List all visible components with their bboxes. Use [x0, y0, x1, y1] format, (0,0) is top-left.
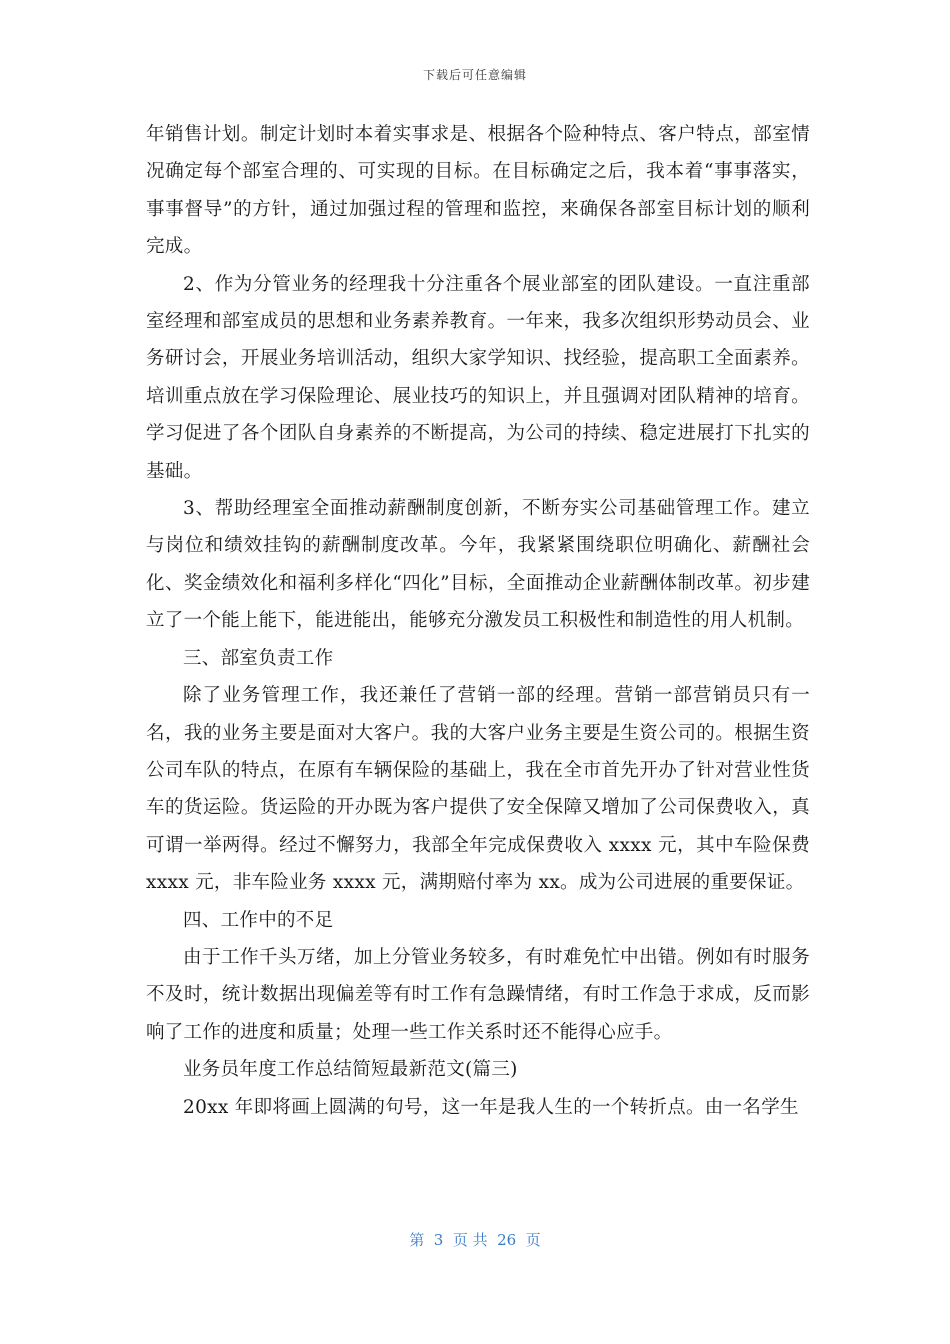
paragraph: 年销售计划。制定计划时本着实事求是、根据各个险种特点、客户特点，部室情况确定每个部室合理的、可实现的目标。在目标确定之后，我本着“事事落实，事事督导”的方针，通过加强过程的管理和监控，来确保各部室目标计划的顺利完成。: [146, 124, 810, 258]
article-title: 业务员年度工作总结简短最新范文(篇三): [183, 1059, 518, 1081]
section-heading: 三、部室负责工作: [183, 647, 334, 669]
paragraph: 除了业务管理工作，我还兼任了营销一部的经理。营销一部营销员只有一名，我的业务主要是面对大客户。我的大客户业务主要是生资公司的。根据生资公司车队的特点，在原有车辆保险的基础上，我在全市首先开办了针对营业性货车的货运险。货运险的开办既为客户提供了安全保障又增加了公司保费收入，真可谓一举两得。经过不懈努力，我部全年完成保费收入 xxxx 元，其中车险保费 xxxx 元，非车险业务 xxxx 元，满期赔付率为 xx。成为公司进展的重要保证。: [146, 685, 810, 894]
paragraph: 由于工作千头万绪，加上分管业务较多，有时难免忙中出错。例如有时服务不及时，统计数据出现偏差等有时工作有急躁情绪，有时工作急于求成，反而影响了工作的进度和质量；处理一些工作关系时还不能得心应手。: [146, 946, 810, 1043]
paragraph: 2、作为分管业务的经理我十分注重各个展业部室的团队建设。一直注重部室经理和部室成员的思想和业务素养教育。一年来，我多次组织形势动员会、业务研讨会，开展业务培训活动，组织大家学知识、找经验，提高职工全面素养。培训重点放在学习保险理论、展业技巧的知识上，并且强调对团队精神的培育。学习促进了各个团队自身素养的不断提高，为公司的持续、稳定进展打下扎实的基础。: [146, 273, 810, 482]
paragraph: 20xx 年即将画上圆满的句号，这一年是我人生的一个转折点。由一名学生: [183, 1096, 799, 1118]
document-body: [146, 116, 810, 1126]
page-number-footer: 第 3 页 共 26 页: [409, 1231, 541, 1249]
paragraph: 3、帮助经理室全面推动薪酬制度创新，不断夯实公司基础管理工作。建立与岗位和绩效挂钩的薪酬制度改革。今年，我紧紧围绕职位明确化、薪酬社会化、奖金绩效化和福利多样化“四化”目标，全面推动企业薪酬体制改革。初步建立了一个能上能下，能进能出，能够充分激发员工积极性和制造性的用人机制。: [146, 498, 810, 632]
section-heading: 四、工作中的不足: [183, 909, 334, 931]
page-header: 下载后可任意编辑: [422, 68, 527, 82]
